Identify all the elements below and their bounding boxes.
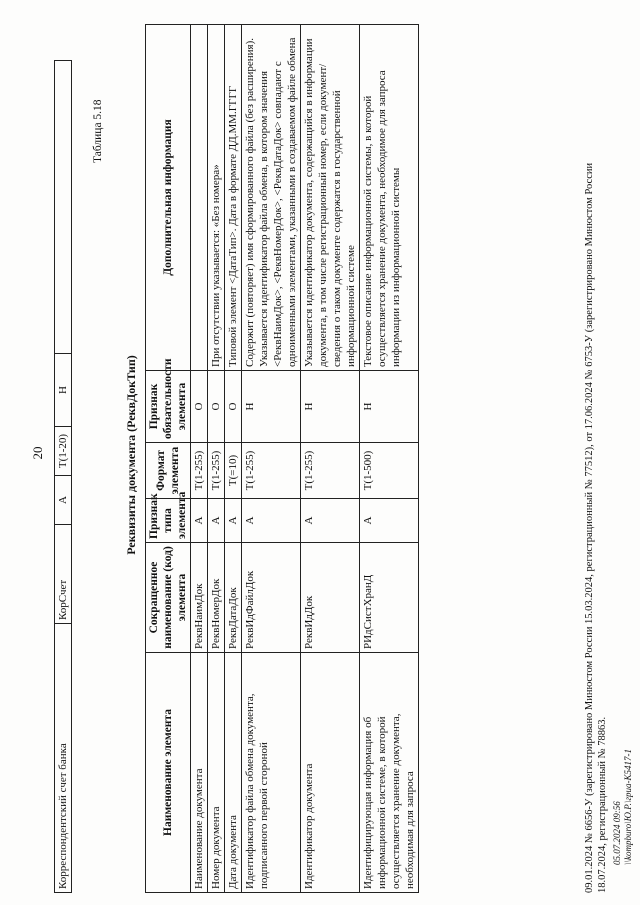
cell-type: А [360, 499, 419, 543]
cell-type: А [191, 499, 208, 543]
cell-required: О [225, 371, 242, 443]
cell-info: Типовой элемент <ДатаТип>. Дата в формате ДД.ММ.ГГГГ [225, 25, 242, 371]
table-row [301, 25, 360, 893]
cell-format: Т(1-255) [191, 443, 208, 499]
top-table-fragment [54, 60, 72, 893]
table-row [55, 61, 72, 893]
header-row [146, 25, 191, 893]
cell-name: Номер документа [208, 653, 225, 893]
cell-type: А [208, 499, 225, 543]
stamp-date: 05.07.2024 09:56 [612, 801, 622, 865]
table-title: Реквизиты документа (РеквДокТип) [124, 355, 138, 555]
cell-required: Н [242, 371, 301, 443]
header-code: Сокращенное наименование (код) элемента [146, 543, 191, 653]
cell-code: РеквНаимДок [191, 543, 208, 653]
table-number: Таблица 5.18 [92, 99, 104, 163]
cell-required: Н [360, 371, 419, 443]
header-name: Наименование элемента [146, 653, 191, 893]
cell-format: Т(1-500) [360, 443, 419, 499]
cell-name: Идентификатор документа [301, 653, 360, 893]
cell-format: Т(1-20) [55, 427, 72, 476]
cell-code: РеквИдДок [301, 543, 360, 653]
cell-name: Наименование документа [191, 653, 208, 893]
cell-info [55, 61, 72, 354]
cell-code: РеквИдФайлДок [242, 543, 301, 653]
header-type: Признак типа элемента [146, 499, 191, 543]
table-row [208, 25, 225, 893]
stamp-path: \\kompburo\Ю.Р.\гриа-К5417-1 [623, 748, 633, 865]
cell-info [191, 25, 208, 371]
table-row [242, 25, 301, 893]
footnote-line-2: 18.07.2024, регистрационный № 78863. [597, 716, 608, 893]
footnote-line-1: 09.01.2024 № 6656-У (зарегистрировано Минюстом России 15.03.2024, регистрационный № 77512), от 17.06.2024 № 6753-У (зарегистрировано Минюстом России [584, 162, 595, 893]
header-required: Признак обязательности элемента [146, 371, 191, 443]
cell-format: Т(1-255) [301, 443, 360, 499]
cell-name: Дата документа [225, 653, 242, 893]
cell-code: РеквНомерДок [208, 543, 225, 653]
cell-code: РИдСистХранД [360, 543, 419, 653]
cell-code: РеквДатаДок [225, 543, 242, 653]
cell-name: Идентификатор файла обмена документа, подписанного первой стороной [242, 653, 301, 893]
cell-format: Т(=10) [225, 443, 242, 499]
cell-required: Н [55, 354, 72, 427]
cell-format: Т(1-255) [208, 443, 225, 499]
cell-required: Н [301, 371, 360, 443]
table-row [360, 25, 419, 893]
cell-info: При отсутствии указывается: «Без номера» [208, 25, 225, 371]
header-format: Формат элемента [146, 443, 191, 499]
requisites-table [145, 24, 419, 893]
cell-type: А [242, 499, 301, 543]
table-row [191, 25, 208, 893]
cell-name: Корреспондентский счет банка [55, 624, 72, 893]
cell-type: А [55, 476, 72, 525]
cell-info: Содержит (повторяет) имя сформированного файла (без расширения). Указывается идентификатор файла обмена, в котором значения <РеквНаимДок>, <РеквНомерДок>, <РеквДатаДок> совпадают с одноименными элементами, указанными в создаваемом файле обмена [242, 25, 301, 371]
page-number: 20 [30, 446, 45, 460]
cell-info: Текстовое описание информационной системы, в которой осуществляется хранение документа, необходимое для запроса информации из информационной системы [360, 25, 419, 371]
cell-required: О [191, 371, 208, 443]
cell-format: Т(1-255) [242, 443, 301, 499]
cell-name: Идентифицирующая информация об информационной системе, в которой осуществляется хранение документа, необходимая для запроса [360, 653, 419, 893]
header-info: Дополнительная информация [146, 25, 191, 371]
cell-type: А [225, 499, 242, 543]
cell-code: КорСчет [55, 525, 72, 624]
cell-info: Указывается идентификатор документа, содержащийся в информации документа, в том числе регистрационный номер, если документ/сведения о таком документе содержатся в государственной информационной системе [301, 25, 360, 371]
table-row [225, 25, 242, 893]
cell-type: А [301, 499, 360, 543]
cell-required: О [208, 371, 225, 443]
